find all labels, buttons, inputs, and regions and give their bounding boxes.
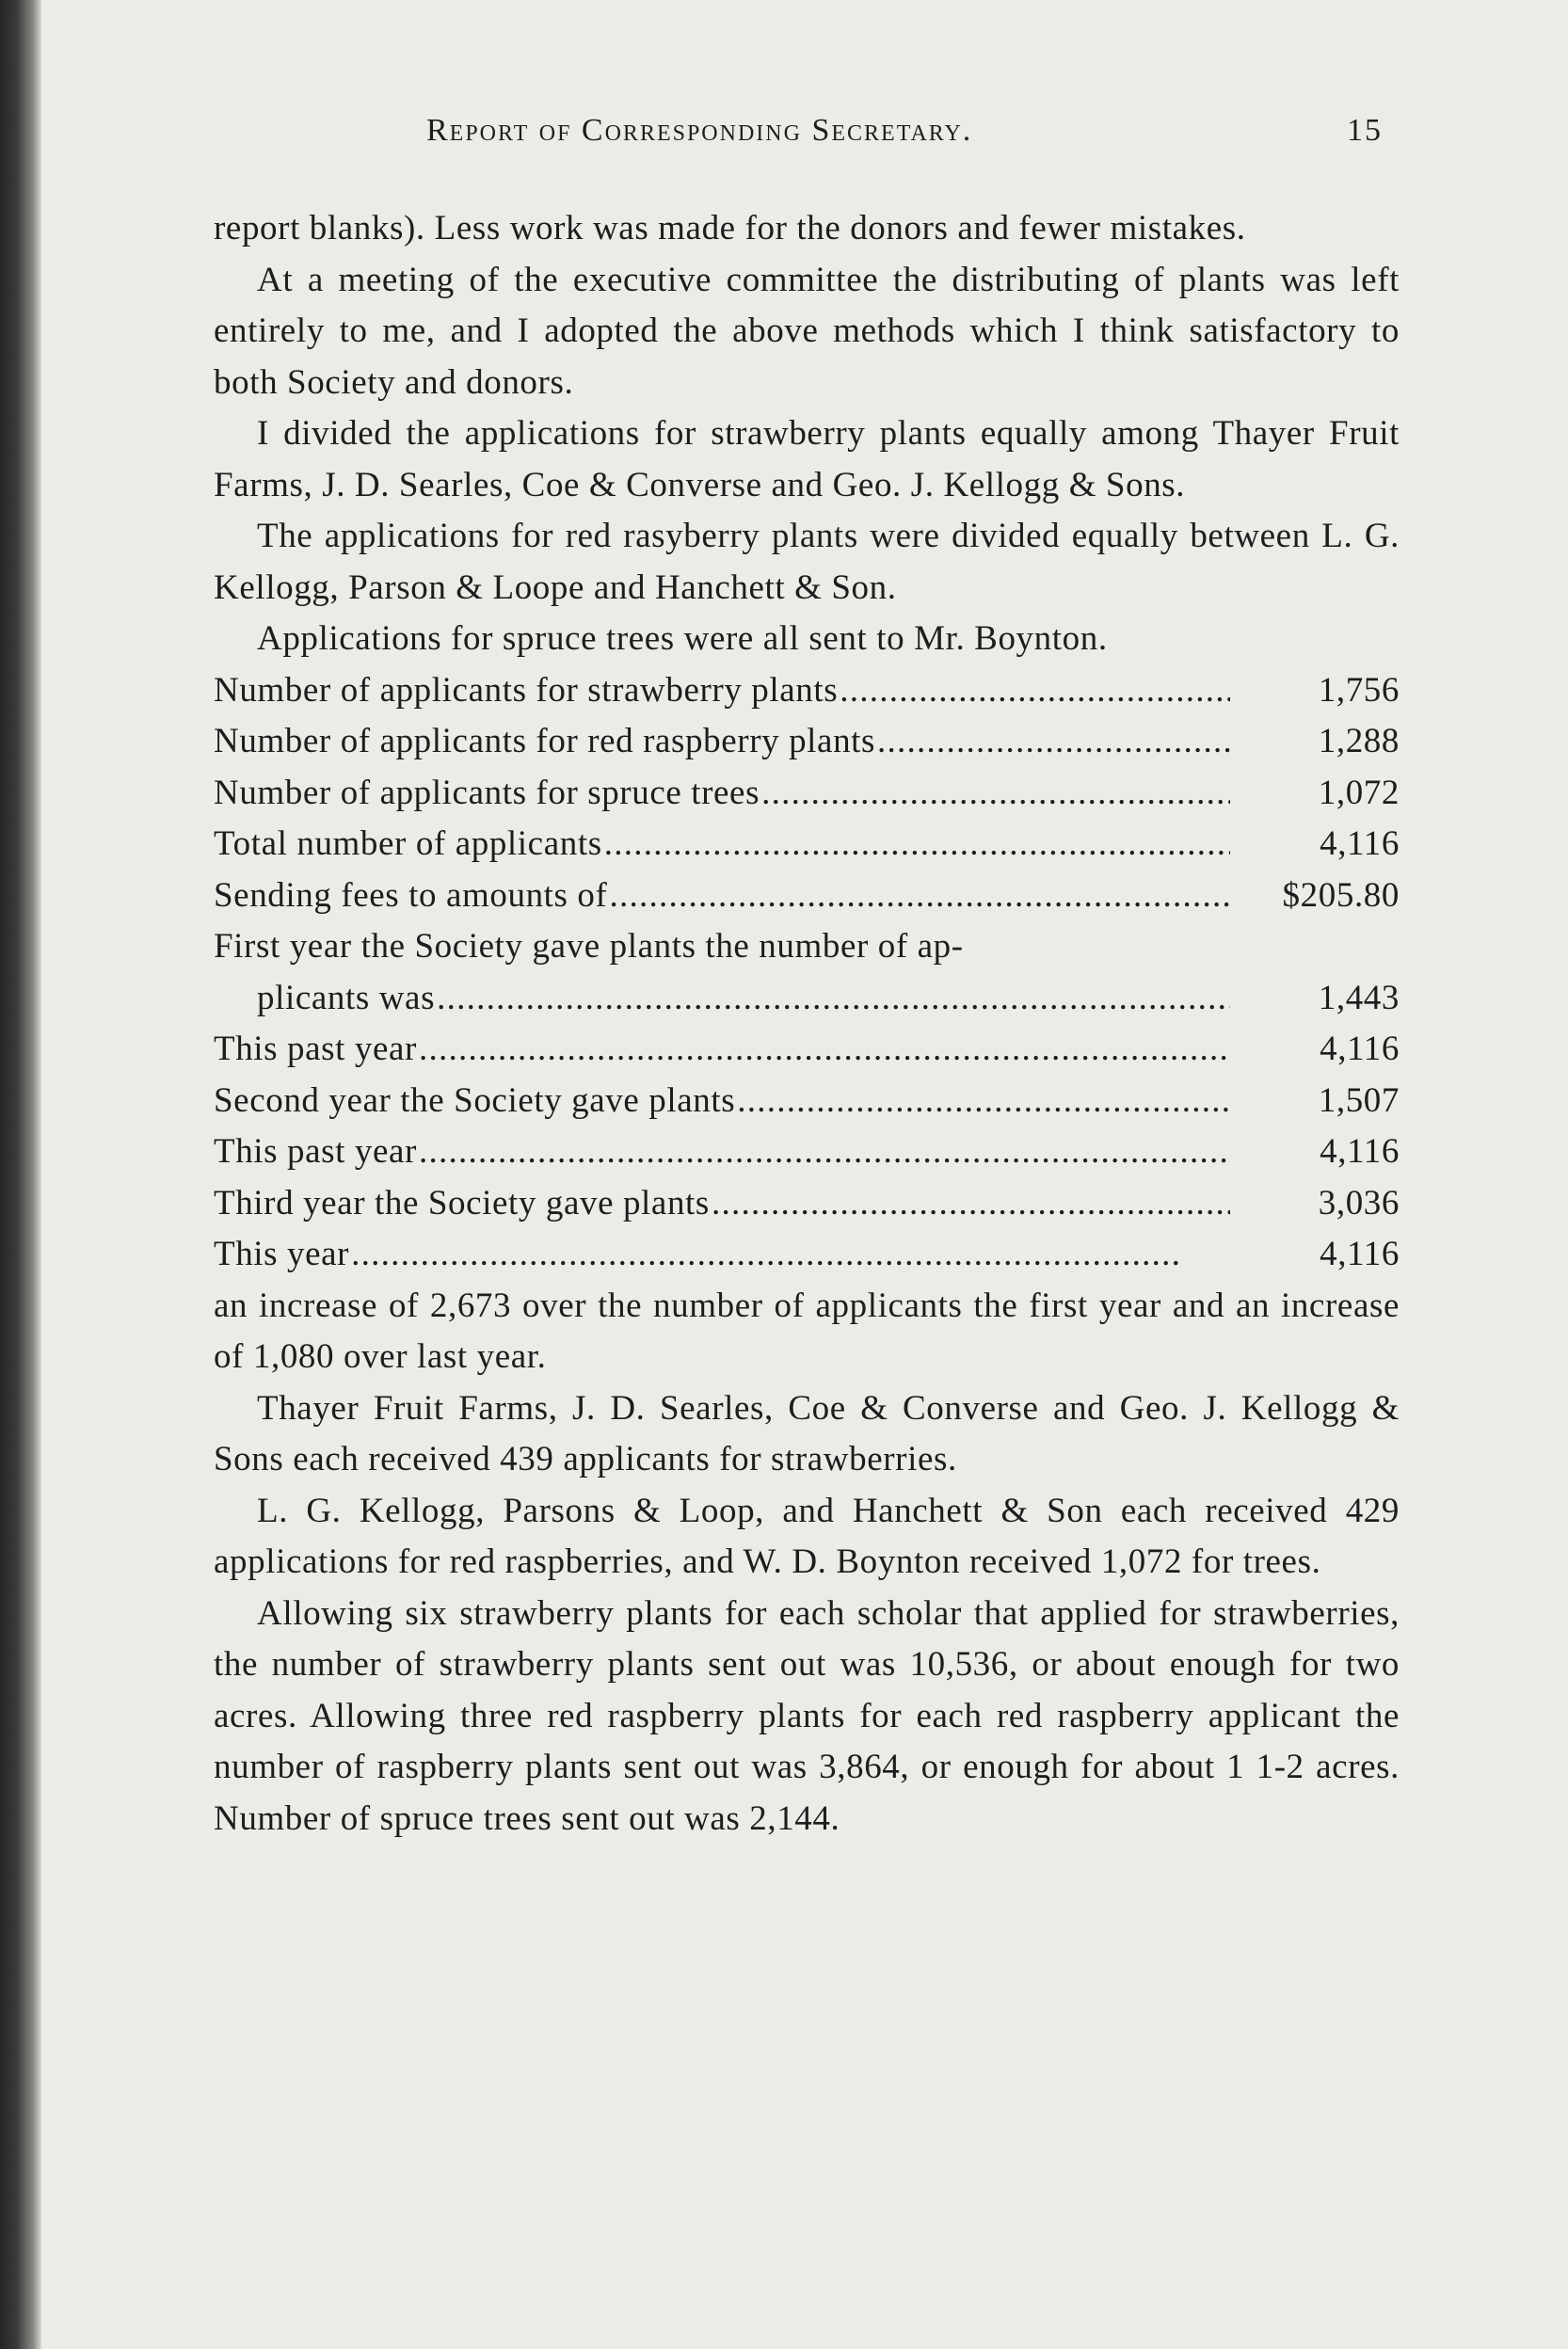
table-row [214, 1127, 1400, 1178]
table-row [214, 1024, 1400, 1076]
dot-leader [840, 665, 1230, 717]
row-value: 1,072 [1318, 773, 1400, 812]
page-number: 15 [1347, 113, 1383, 148]
table-row [214, 1178, 1400, 1230]
row-label: Second year the Society gave plants [214, 1080, 736, 1120]
paragraph-executive-committee: At a meeting of the executive committee the distributing of plants was left entirely to me, and I adopted the above methods which I think satisfactory to both Society and donors. [214, 260, 1400, 402]
page-body [214, 203, 1400, 1845]
row-label: Sending fees to amounts of [214, 875, 608, 915]
table-row [214, 1229, 1400, 1281]
row-value: 4,116 [1320, 824, 1400, 863]
dot-leader [737, 1076, 1230, 1127]
table-row [214, 665, 1400, 717]
row-value: $205.80 [1282, 875, 1400, 915]
applicant-statistics-table [214, 665, 1400, 1281]
table-row [214, 1076, 1400, 1127]
book-binding-edge [0, 0, 41, 2349]
row-label: Third year the Society gave plants [214, 1183, 710, 1222]
dot-leader [712, 1178, 1230, 1230]
row-value: 1,443 [1318, 978, 1400, 1017]
row-label: Number of applicants for red raspberry plants [214, 722, 876, 760]
dot-leader [419, 1024, 1230, 1076]
row-label: Total number of applicants [214, 824, 602, 863]
table-row [214, 973, 1400, 1025]
book-page [41, 0, 1568, 2349]
row-label: Number of applicants for strawberry plants [214, 670, 839, 710]
paragraph-strawberry-division: I divided the applications for strawberry plants equally among Thayer Fruit Farms, J. D. Searles, Coe & Converse and Geo. J. Kellogg & Sons. [214, 414, 1400, 504]
row-value: 1,756 [1318, 670, 1400, 710]
table-row [214, 819, 1400, 871]
row-value: 1,507 [1318, 1080, 1400, 1120]
row-label: This past year [214, 1030, 417, 1068]
first-year-label-line: First year the Society gave plants the number of ap- [214, 927, 964, 966]
dot-leader [437, 973, 1230, 1025]
dot-leader [609, 871, 1230, 922]
row-value: 4,116 [1320, 1132, 1400, 1171]
table-row [214, 768, 1400, 820]
paragraph-strawberry-recipients: Thayer Fruit Farms, J. D. Searles, Coe & Converse and Geo. J. Kellogg & Sons each received 439 applicants for strawberries. [214, 1388, 1400, 1478]
paragraph-plants-sent-out: Allowing six strawberry plants for each scholar that applied for strawberries, the number of strawberry plants sent out was 10,536, or about enough for two acres. Allowing three red raspberry plants for each red raspberry applicant the number of raspberry plants sent out was 3,864, or enough for about 1 1-2 acres. Number of spruce trees sent out was 2,144. [214, 1593, 1400, 1838]
row-value: 4,116 [1320, 1235, 1400, 1273]
row-value: 1,288 [1318, 722, 1400, 760]
running-head [214, 113, 1400, 169]
row-label: Number of applicants for spruce trees [214, 773, 760, 812]
row-label: This year [214, 1235, 350, 1273]
row-value: 3,036 [1318, 1183, 1400, 1222]
table-row [214, 871, 1400, 922]
row-label: plicants was [257, 978, 436, 1017]
dot-leader [419, 1127, 1230, 1178]
table-row [214, 716, 1400, 768]
row-label: This past year [214, 1132, 417, 1171]
paragraph-continuation: report blanks). Less work was made for the donors and fewer mistakes. [214, 209, 1246, 248]
dot-leader [351, 1229, 1230, 1281]
dot-leader [877, 716, 1230, 768]
dot-leader [761, 768, 1230, 820]
text-column [214, 113, 1400, 1845]
dot-leader [604, 819, 1230, 871]
paragraph-raspberry-division: The applications for red rasyberry plants were divided equally between L. G. Kellogg, Parson & Loope and Hanchett & Son. [214, 517, 1400, 607]
paragraph-raspberry-recipients: L. G. Kellogg, Parsons & Loop, and Hanchett & Son each received 429 applications for red raspberries, and W. D. Boynton received 1,072 for trees. [214, 1491, 1400, 1581]
row-value: 4,116 [1320, 1030, 1400, 1068]
paragraph-increase: an increase of 2,673 over the number of applicants the first year and an increase of 1,080 over last year. [214, 1286, 1400, 1376]
paragraph-spruce-trees: Applications for spruce trees were all sent to Mr. Boynton. [257, 619, 1108, 658]
running-title: Report of Corresponding Secretary. [426, 113, 973, 148]
